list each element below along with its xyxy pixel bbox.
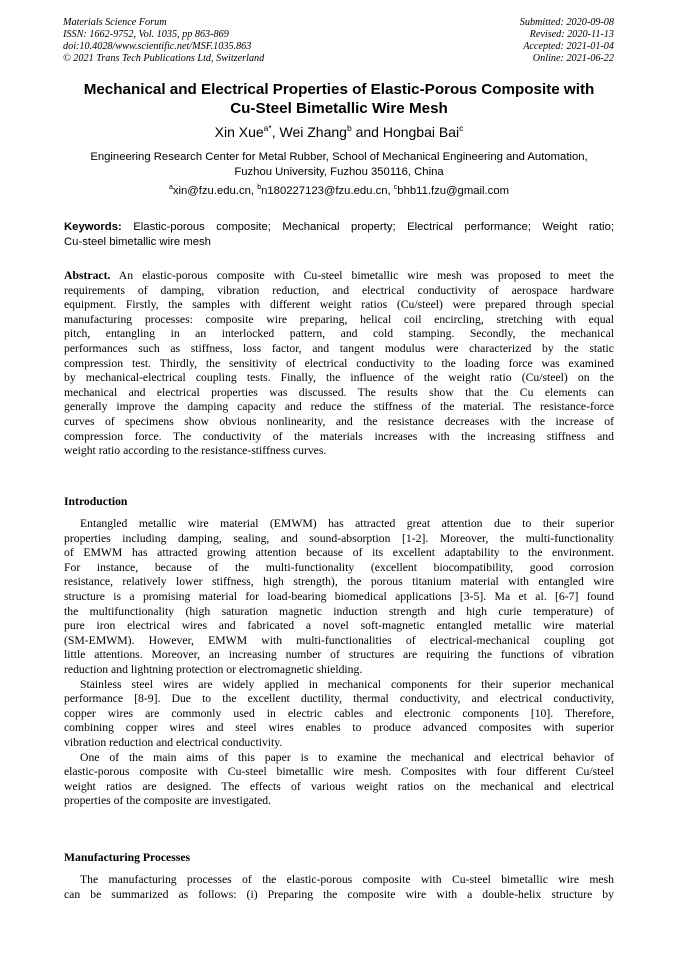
abstract-line: pitch, entangling in an interlocked pattern, and cold stamping. Secondly, the mechanical: [64, 327, 614, 341]
keywords-text: Elastic-porous composite; Mechanical property; Electrical performance; Weight ratio;: [121, 221, 614, 233]
abstract-line: by mechanical-electrical coupling tests. Finally, the influence of the weight ratio (Cu/steel) on the: [64, 371, 614, 385]
author-name: Wei Zhang: [279, 124, 347, 140]
keywords-line: [64, 220, 614, 235]
date-revised: Revised: 2020-11-13: [529, 29, 614, 40]
author-emails: [40, 184, 638, 199]
author-name: Xin Xue: [214, 124, 264, 140]
email-mark: b: [257, 184, 262, 191]
intro-line: reduction and lightning protection or electromagnetic shielding.: [64, 662, 363, 676]
intro-line: performance [8-9]. Due to the excellent ductility, thermal conductivity, and electrical conductivity,: [64, 692, 614, 706]
affiliation-line: Fuzhou University, Fuzhou 350116, China: [234, 166, 444, 178]
author-separator: ,: [271, 124, 280, 140]
author-separator: and: [351, 124, 383, 140]
intro-line: One of the main aims of this paper is to examine the mechanical and electrical behavior of: [80, 750, 614, 764]
journal-issn: ISSN: 1662-9752, Vol. 1035, pp 863-869: [63, 29, 229, 40]
manufacturing-line: The manufacturing processes of the elastic-porous composite with Cu-steel bimetallic wire mesh: [80, 873, 614, 886]
title-line: Cu-Steel Bimetallic Wire Mesh: [230, 100, 448, 117]
author-mark: b: [346, 123, 352, 133]
intro-line: Entangled metallic wire material (EMWM) has attracted great attention due to their superior: [80, 517, 614, 530]
keywords-label: Keywords:: [64, 221, 122, 233]
intro-line: properties of the composite are investigated.: [64, 794, 272, 808]
submission-dates: [520, 17, 614, 65]
abstract-line: generally improve the damping capacity and reduce the stiffness of the material. The resistance-force: [64, 400, 614, 414]
email: xin@fzu.edu.cn,: [172, 185, 258, 197]
email-mark: c: [393, 184, 398, 191]
keywords-line: Cu-steel bimetallic wire mesh: [64, 235, 211, 248]
author-list: [40, 123, 638, 141]
intro-line: combining copper wires and steel wires enables to produce advanced composites with superior: [64, 721, 614, 735]
email-mark: a: [168, 184, 173, 191]
abstract: [64, 269, 614, 459]
author-name: Hongbai Bai: [382, 124, 460, 140]
intro-line: elastic-porous composite with Cu-steel bimetallic wire mesh. Composites with four different Cu/steel: [64, 765, 614, 779]
abstract-line: weight ratio according to the resistance-stiffness curves.: [64, 444, 327, 458]
journal-copyright: © 2021 Trans Tech Publications Ltd, Switzerland: [63, 53, 265, 64]
abstract-line: performances such as stiffness, loss factor, and tangent modulus were characterized by the static: [64, 341, 614, 355]
intro-line: properties including damping, sealing, and sound-absorption [1-2]. Moreover, the multi-functionality: [64, 531, 614, 545]
intro-line: Stainless steel wires are widely applied in mechanical components for their superior mechanical: [80, 677, 614, 691]
introduction-heading: Introduction: [64, 495, 128, 508]
date-online: Online: 2021-06-22: [532, 53, 614, 64]
abstract-line: compression test. Thirdly, the sensitivity of electrical conductivity to the loading force was examined: [64, 356, 614, 370]
affiliation: [40, 150, 638, 180]
intro-line: structure is a promising material for load-bearing biomedical applications [3-5]. Ma et al. [6-7] found: [64, 589, 614, 603]
intro-line: vibration reduction and electrical conductivity.: [64, 735, 283, 749]
title-line: Mechanical and Electrical Properties of Elastic-Porous Composite with: [83, 81, 595, 98]
author-mark: a*: [263, 123, 272, 133]
journal-name: Materials Science Forum: [63, 17, 167, 28]
journal-info: [63, 17, 264, 65]
abstract-line: mechanical and electrical properties was discussed. The results show that the Cu elements can: [64, 385, 614, 399]
abstract-label: Abstract.: [64, 269, 111, 282]
intro-line: (SM-EMWM). However, EMWM with multi-functionalities of electrical-mechanical coupling got: [64, 633, 614, 647]
paper-title: [40, 80, 638, 118]
date-accepted: Accepted: 2021-01-04: [523, 41, 614, 52]
abstract-text: An elastic-porous composite with Cu-steel bimetallic wire mesh was proposed to meet the: [110, 269, 614, 282]
affiliation-line: Engineering Research Center for Metal Rubber, School of Mechanical Engineering and Automation,: [90, 151, 588, 163]
intro-line: For instance, because of the multi-functionality (excellent biocompatibility, good corrosion: [64, 560, 614, 574]
intro-line: copper wires are commonly used in electric cables and electronic components [10]. Therefore,: [64, 706, 614, 720]
intro-line: little attentions. Moreover, an increasing number of structures are requiring the functions of vibration: [64, 648, 614, 662]
journal-doi: doi:10.4028/www.scientific.net/MSF.1035.863: [63, 41, 252, 52]
intro-line: of EMWM has attracted growing attention because of its excellent adaptability to the environment.: [64, 546, 614, 560]
manufacturing-line: can be summarized as follows: (i) Preparing the composite wire with a double-helix structure by: [64, 887, 614, 901]
abstract-line: compression force. The conductivity of the materials increases with the increasing stiffness and: [64, 429, 614, 443]
email: n180227123@fzu.edu.cn,: [261, 185, 394, 197]
introduction-body: [64, 517, 614, 809]
intro-line: pure iron electrical wires and fabricated a novel soft-magnetic entangled metallic wire material: [64, 619, 614, 633]
date-submitted: Submitted: 2020-09-08: [519, 17, 614, 28]
author-mark: c: [459, 123, 464, 133]
abstract-line: requirements of damping, vibration reduction, and electrical conductivity of aerospace hardware: [64, 283, 614, 297]
intro-line: the multifunctionality (high saturation magnetic induction strength and high curie temperature) of: [64, 604, 614, 618]
manufacturing-body: [64, 873, 614, 902]
intro-line: resistance, relatively lower stiffness, high strength), the porous titanium material with entangled wire: [64, 575, 614, 589]
abstract-line: equipment. Firstly, the samples with different weight ratios (Cu/steel) were prepared through special: [64, 298, 614, 312]
manufacturing-heading: Manufacturing Processes: [64, 851, 191, 864]
keywords: [64, 220, 614, 249]
email: bhb11.fzu@gmail.com: [397, 185, 510, 197]
abstract-line: curves of specimens show obvious nonlinearity, and the resistance decreases with the increase of: [64, 414, 614, 428]
abstract-line: manufacturing processes: composite wire preparing, helical coil encircling, stretching with equal: [64, 312, 614, 326]
abstract-line: [64, 269, 614, 284]
intro-line: weight ratios are designed. The effects of various weight ratios on the mechanical and electrical: [64, 779, 614, 793]
